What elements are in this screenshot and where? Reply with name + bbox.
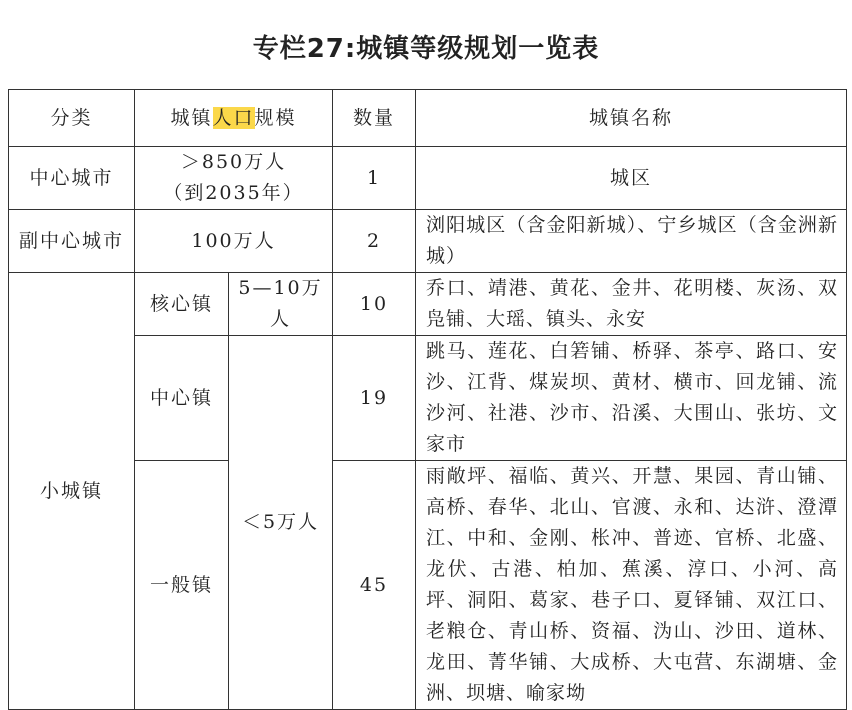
count-sub-center-city: 2 [333, 210, 416, 273]
category-sub-center-city: 副中心城市 [9, 210, 135, 273]
category-center-city: 中心城市 [9, 147, 135, 210]
town-hierarchy-table [8, 89, 847, 710]
header-population [135, 90, 333, 147]
population-sub-center-city: 100万人 [135, 210, 333, 273]
names-center-city: 城区 [416, 147, 847, 210]
header-category: 分类 [9, 90, 135, 147]
count-central-town: 19 [333, 336, 416, 461]
header-population-highlight: 人口 [212, 106, 255, 129]
names-sub-center-city: 浏阳城区（含金阳新城）、宁乡城区（含金洲新城） [416, 210, 847, 273]
category-general-town: 一般镇 [135, 461, 229, 710]
category-core-town: 核心镇 [135, 273, 229, 336]
population-small-towns: ＜5万人 [229, 336, 333, 710]
names-central-town: 跳马、莲花、白箬铺、桥驿、茶亭、路口、安沙、江背、煤炭坝、黄材、横市、回龙铺、流沙河、社港、沙市、沿溪、大围山、张坊、文家市 [416, 336, 847, 461]
count-core-town: 10 [333, 273, 416, 336]
count-center-city: 1 [333, 147, 416, 210]
table-row-sub-center-city [9, 210, 847, 273]
header-names: 城镇名称 [416, 90, 847, 147]
population-center-city-line2: （到2035年） [163, 182, 304, 204]
category-small-towns: 小城镇 [9, 273, 135, 710]
names-general-town: 雨敞坪、福临、黄兴、开慧、果园、青山铺、高桥、春华、北山、官渡、永和、达浒、澄潭江、中和、金刚、枨冲、普迹、官桥、北盛、龙伏、古港、柏加、蕉溪、淳口、小河、高坪、洞阳、葛家、巷子口、夏铎铺、双江口、老粮仓、青山桥、资福、沩山、沙田、道林、龙田、菁华铺、大成桥、大屯营、东湖塘、金洲、坝塘、喻家坳 [416, 461, 847, 710]
category-central-town: 中心镇 [135, 336, 229, 461]
header-population-suffix: 规模 [254, 106, 297, 129]
header-population-prefix: 城镇 [170, 106, 213, 129]
count-general-town: 45 [333, 461, 416, 710]
table-row-center-city [9, 147, 847, 210]
population-center-city-line1: ＞850万人 [180, 151, 287, 173]
page-title: 专栏27:城镇等级规划一览表 [252, 34, 600, 64]
table-row-general-town [9, 461, 847, 710]
table-row-core-town [9, 273, 847, 336]
population-core-town: 5—10万人 [229, 273, 333, 336]
names-core-town: 乔口、靖港、黄花、金井、花明楼、灰汤、双凫铺、大瑶、镇头、永安 [416, 273, 847, 336]
table-row-central-town [9, 336, 847, 461]
population-center-city [135, 147, 333, 210]
header-count: 数量 [333, 90, 416, 147]
table-header-row [9, 90, 847, 147]
